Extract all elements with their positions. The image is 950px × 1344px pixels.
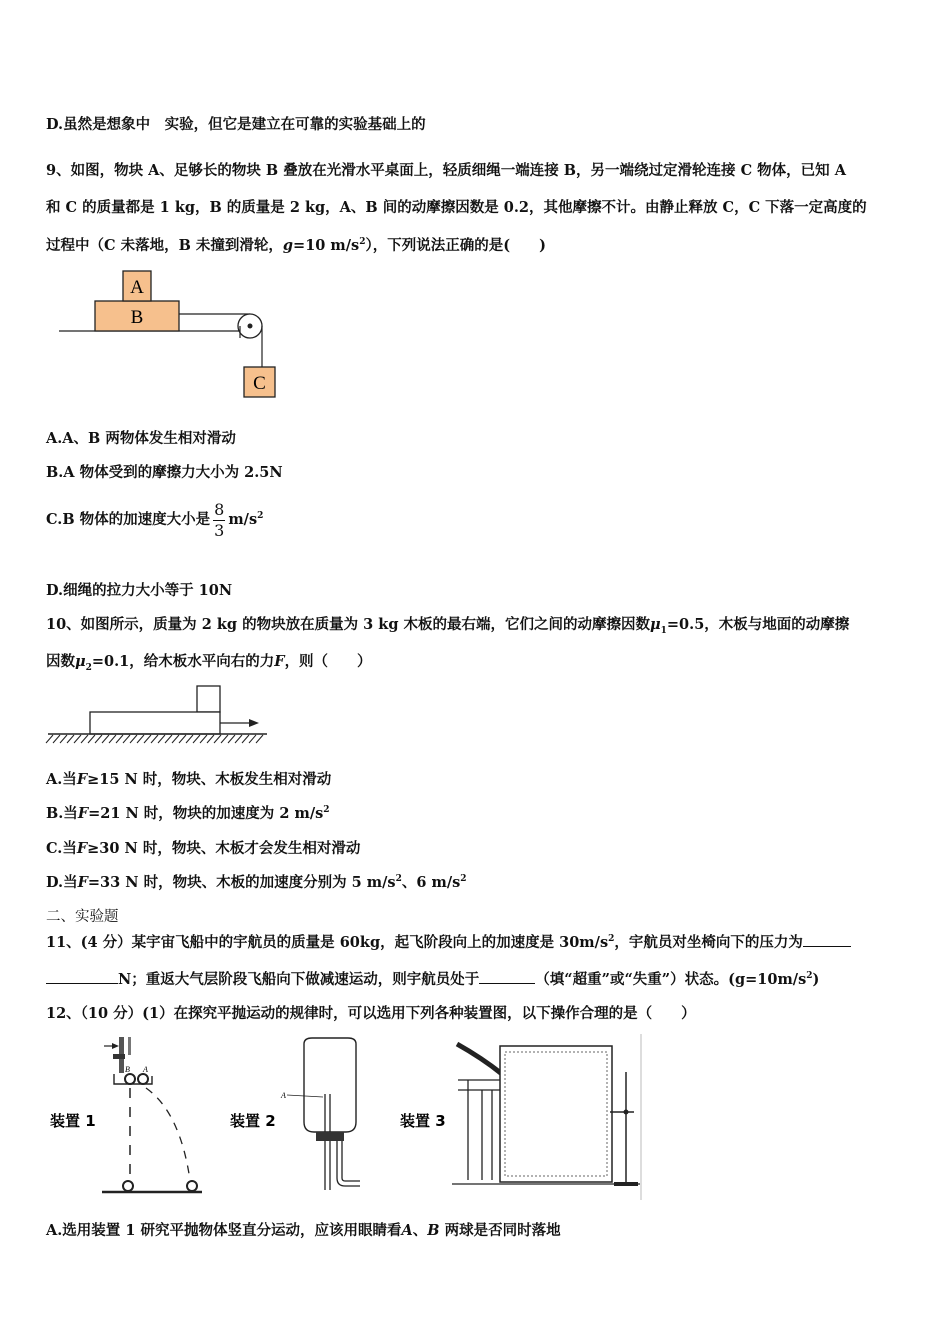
q11-line1: 11、(4 分）某宇宙飞船中的宇航员的质量是 60kg，起飞阶段向上的加速度是 $30m/s^2$，宇航员对坐椅向下的压力为 [46, 932, 851, 953]
ground-hatch [88, 735, 95, 743]
arrow-right-icon [249, 719, 259, 727]
q10-option-d: D.当F=33 N 时，物块、木板的加速度分别为 5 $m/s^2$、6 $m/s^2$ [46, 874, 467, 891]
ground-hatch [67, 735, 74, 743]
ground-hatch [235, 735, 242, 743]
device2-label: 装置 2 [230, 1112, 276, 1130]
ground-hatch [242, 735, 249, 743]
q9-stem-line1: 9、如图，物块 A、足够长的物块 B 叠放在光滑水平桌面上，轻质细绳一端连接 B，另一端绕过定滑轮连接 C 物体，已知 A [46, 162, 846, 179]
q10-option-b: B.当F=21 N 时，物块的加速度为 2 $m/s^2$ [46, 805, 330, 822]
ball-b-label: B [125, 1065, 130, 1074]
ground-hatch [221, 735, 228, 743]
ground-hatch [193, 735, 200, 743]
ground-hatch [179, 735, 186, 743]
ground-hatch [165, 735, 172, 743]
q10-stem-line1: 10、如图所示，质量为 2 kg 的物块放在质量为 3 kg 木板的最右端，它们之间的动摩擦因数$\mu_1=0.5$，木板与地面的动摩擦 [46, 616, 850, 636]
ground-hatch [60, 735, 67, 743]
q8-option-d: D.虽然是想象中 实验，但它是建立在可靠的实验基础上的 [46, 116, 426, 133]
block-c-label: C [253, 373, 266, 394]
ground-hatch [228, 735, 235, 743]
answer-blank[interactable] [803, 932, 851, 947]
q10-option-c: C.当F≥30 N 时，物块、木板才会发生相对滑动 [46, 840, 361, 857]
device3-label: 装置 3 [400, 1112, 446, 1130]
ground-hatch [53, 735, 60, 743]
tube-a-label: A [281, 1091, 286, 1100]
ground-hatch [130, 735, 137, 743]
q10-option-a: A.当F≥15 N 时，物块、木板发生相对滑动 [46, 771, 332, 788]
ground-hatch [151, 735, 158, 743]
q9-option-c: C.B 物体的加速度大小是 $\frac{8}{3}$ $m/s^2$ [46, 499, 264, 540]
stopper [316, 1132, 344, 1141]
ground-hatch [46, 735, 53, 743]
q9-stem-line2: 和 C 的质量都是 1 kg，B 的质量是 2 kg，A、B 间的动摩擦因数是 0.2，其他摩擦不计。由静止释放 C，C 下落一定高度的 [46, 199, 867, 216]
ground-hatch [74, 735, 81, 743]
ground-hatch [207, 735, 214, 743]
ground-hatch [81, 735, 88, 743]
answer-blank[interactable] [479, 969, 535, 984]
answer-blank[interactable] [46, 969, 118, 984]
ground-hatch [214, 735, 221, 743]
q12-apparatus-figure [40, 1032, 650, 1204]
q9-stem-line3: 过程中（C 未落地，B 未撞到滑轮，g=10 $m/s^2$），下列说法正确的是( ) [46, 237, 546, 254]
small-block [197, 686, 220, 712]
ground-hatch [109, 735, 116, 743]
section-title: 二、实验题 [46, 909, 119, 925]
block-a-label: A [130, 277, 144, 298]
ground-hatch [249, 735, 256, 743]
fraction: $\frac{8}{3}$ [214, 499, 225, 540]
board [500, 1046, 612, 1182]
block-b-label: B [130, 307, 144, 328]
q10-stem-line2: 因数$\mu_2=0.1$，给木板水平向右的力F，则（ ） [46, 653, 372, 673]
q9-option-b: B.A 物体受到的摩擦力大小为 2.5N [46, 464, 283, 481]
ground-hatch [158, 735, 165, 743]
q10-board-figure [45, 680, 275, 748]
q11-line2: N；重返大气层阶段飞船向下做减速运动，则宇航员处于 （填“超重”或“失重”）状态。$(g=10m/s^2)$ [46, 969, 819, 990]
q9-pulley-figure [55, 268, 285, 403]
ground-hatch [116, 735, 123, 743]
q9-option-d: D.细绳的拉力大小等于 10N [46, 582, 233, 599]
ground-hatch [200, 735, 207, 743]
ground-hatch [102, 735, 109, 743]
ground-hatch [123, 735, 130, 743]
device1-label: 装置 1 [50, 1112, 96, 1130]
q9-option-a: A.A、B 两物体发生相对滑动 [46, 430, 236, 447]
ground-hatch [144, 735, 151, 743]
ground-hatch [256, 735, 263, 743]
ball-a-label: A [143, 1065, 148, 1074]
ground-hatch [137, 735, 144, 743]
ramp [457, 1044, 502, 1074]
ground-hatch [172, 735, 179, 743]
ground-hatch [95, 735, 102, 743]
q12-option-a: A.选用装置 1 研究平抛物体竖直分运动，应该用眼睛看A、B 两球是否同时落地 [46, 1222, 561, 1239]
q12-stem-line1: 12、（10 分）(1）在探究平抛运动的规律时，可以选用下列各种装置图，以下操作合理的是（ ） [46, 1005, 696, 1022]
wooden-board [90, 712, 220, 734]
ground-hatch [186, 735, 193, 743]
